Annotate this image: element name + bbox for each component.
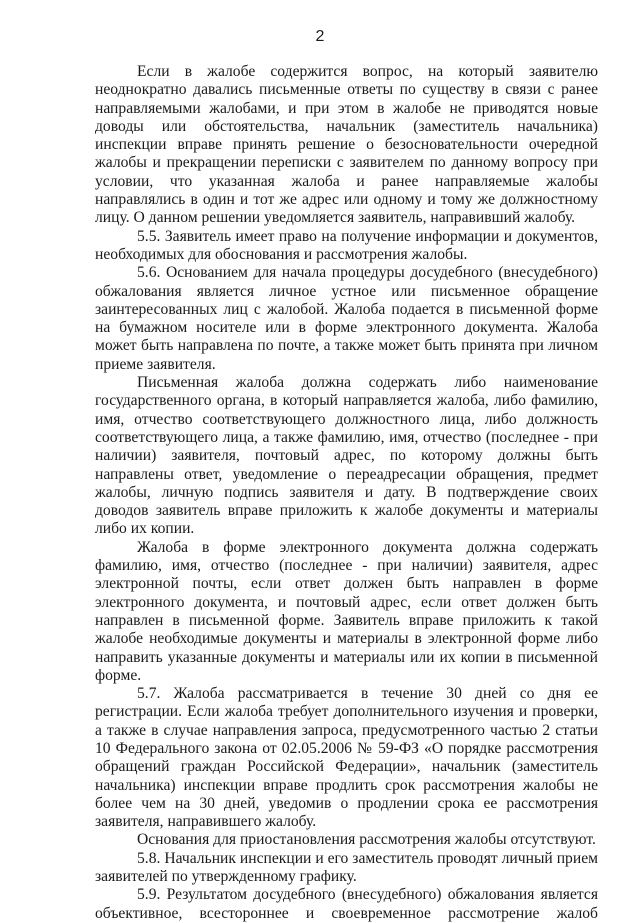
paragraph-repeated-complaint: Если в жалобе содержится вопрос, на который заявителю неоднократно давались письменные ответы по существу в связи с ранее направляемыми жалобами, и при этом в жалобе не приводятся новые доводы или обстоятельства, начальник (заместитель начальника) инспекции вправе принять решение о безосновательности очередной жалобы и прекращении переписки с заявителем по данному вопросу при условии, что указанная жалоба и ранее направляемые жалобы направлялись в один и тот же адрес или одному и тому же должностному лицу. О данном решении уведомляется заявитель, направивший жалобу. <box>95 63 598 227</box>
paragraph-5-6: 5.6. Основанием для начала процедуры досудебного (внесудебного) обжалования является личное устное или письменное обращение заинтересованных лиц с жалобой. Жалоба подается в письменной форме на бумажном носителе или в форме электронного документа. Жалоба может быть направлена по почте, а также может быть принята при личном приеме заявителя. <box>95 264 598 373</box>
page-number: 2 <box>315 28 325 45</box>
paragraph-5-7: 5.7. Жалоба рассматривается в течение 30 дней со дня ее регистрации. Если жалоба требует дополнительного изучения и проверки, а также в случае направления запроса, предусмотренного частью 2 статьи 10 Федерального закона от 02.05.2006 № 59-ФЗ «О порядке рассмотрения обращений граждан Российской Федерации», начальник (заместитель начальника) инспекции вправе продлить срок рассмотрения жалобы не более чем на 30 дней, уведомив о продлении срока ее рассмотрения заявителя, направившего жалобу. <box>95 685 598 831</box>
paragraph-5-8: 5.8. Начальник инспекции и его заместитель проводят личный прием заявителей по утвержденному графику. <box>95 849 598 886</box>
paragraph-suspension: Основания для приостановления рассмотрения жалобы отсутствуют. <box>137 831 596 849</box>
paragraph-electronic-complaint: Жалоба в форме электронного документа должна содержать фамилию, имя, отчество (последнее - при наличии) заявителя, адрес электронной почты, если ответ должен быть направлен в форме электронного документа, и почтовый адрес, если ответ должен быть направлен в письменной форме. Заявитель вправе приложить к такой жалобе необходимые документы и материалы в электронной форме либо направить указанные документы и материалы или их копии в письменной форме. <box>95 538 598 684</box>
paragraph-5-5: 5.5. Заявитель имеет право на получение информации и документов, необходимых для обоснования и рассмотрения жалобы. <box>95 227 598 263</box>
document-body <box>95 63 598 923</box>
paragraph-written-complaint: Письменная жалоба должна содержать либо наименование государственного органа, в который направляется жалоба, либо фамилию, имя, отчество соответствующего должностного лица, либо должность соответствующего лица, а также фамилию, имя, отчество (последнее - при наличии) заявителя, почтовый адрес, по которому должны быть направлены ответ, уведомление о переадресации обращения, предмет жалобы, личную подпись заявителя и дату. В подтверждение своих доводов заявитель вправе приложить к жалобе документы и материалы либо их копии. <box>95 374 598 538</box>
paragraph-5-9: 5.9. Результатом досудебного (внесудебного) обжалования является объективное, всестороннее и своевременное рассмотрение жалоб <box>95 886 598 922</box>
